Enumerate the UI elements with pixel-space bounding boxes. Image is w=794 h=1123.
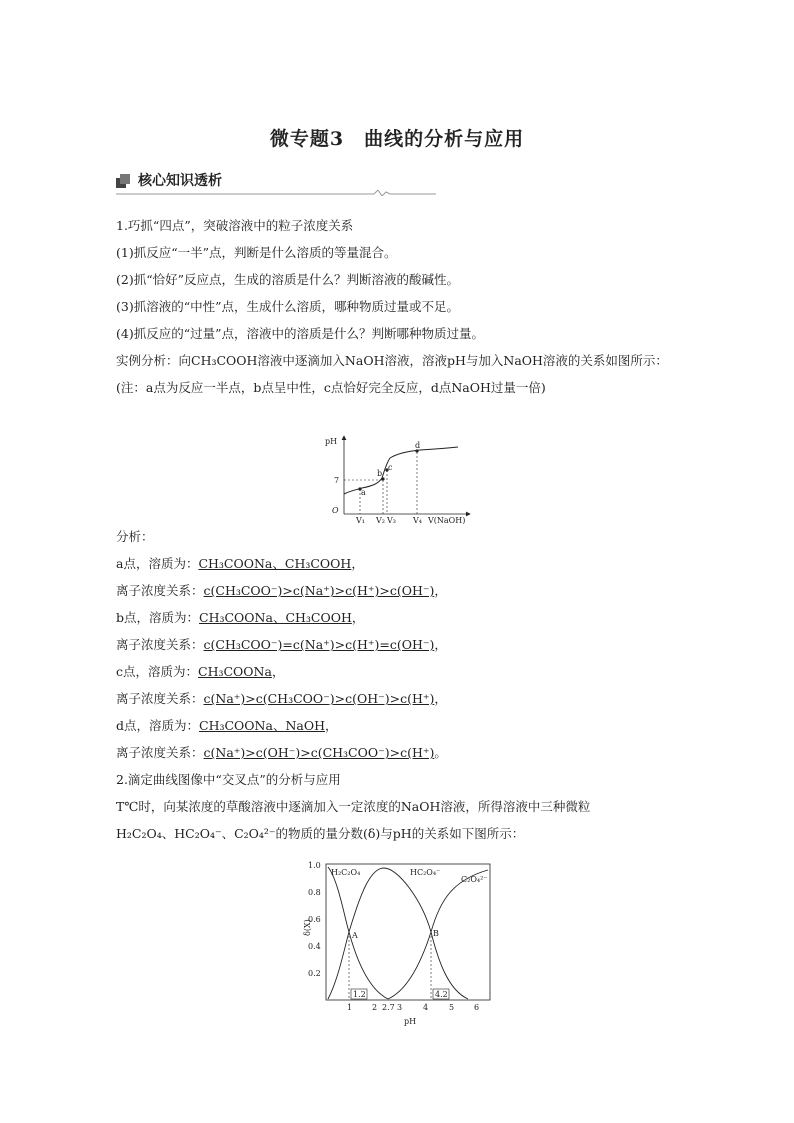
analysis-row: b点，溶质为：CH₃COONa、CH₃COOH， [116,610,365,625]
analysis-row: d点，溶质为：CH₃COONa、NaOH， [116,718,338,733]
part2-text-2: H₂C₂O₄、HC₂O₄⁻、C₂O₄²⁻的物质的量分数(δ)与pH的关系如下图所示： [116,826,525,841]
section-label: 核心知识透析 [138,173,222,189]
section-square-icon [116,174,130,188]
analysis-row: 离子浓度关系：c(CH₃COO⁻)>c(Na⁺)>c(H⁺)>c(OH⁻)， [116,583,447,598]
fig2-ylabel: δ(X) [303,919,312,936]
fig2-label-h2c2o4: H₂C₂O₄ [331,868,361,877]
analysis-row: a点，溶质为：CH₃COONa、CH₃COOH， [116,556,364,571]
fig1-xlabel: V(NaOH) [428,516,466,524]
section-divider [116,190,436,196]
part1 [116,212,676,401]
fig2-xtick-2: 2 [372,1003,378,1012]
analysis-row: 离子浓度关系：c(Na⁺)>c(OH⁻)>c(CH₃COO⁻)>c(H⁺)。 [116,745,447,760]
fig1-y7: 7 [334,476,340,485]
analysis-head: 分析： [116,529,154,544]
part1-item-2: (2)抓“恰好”反应点，生成的溶质是什么？判断溶液的酸碱性。 [116,272,459,287]
oxalic-distribution-figure [298,860,498,1030]
part1-item-4: (4)抓反应的“过量”点，溶液中的溶质是什么？判断哪种物质过量。 [116,326,484,341]
fig1-point-b: b [377,469,383,478]
fig1-tick-v1: V₁ [356,516,365,524]
part1-heading: 1.巧抓“四点”，突破溶液中的粒子浓度关系 [116,218,354,233]
fig2-ytick-4: 0.4 [308,942,321,951]
part1-item-1: (1)抓反应“一半”点，判断是什么溶质的等量混合。 [116,245,397,260]
analysis [116,523,676,847]
fig2-xtick-4: 4 [423,1003,429,1012]
fig2-xlabel: pH [404,1017,417,1026]
fig2-point-b: B [433,929,439,938]
fig1-tick-v3: V₃ [387,516,396,524]
fig2-ytick-1: 1.0 [308,861,321,870]
fig1-tick-v2: V₂ [376,516,385,524]
fig2-curve-hc2o4 [328,868,468,999]
fig2-ytick-2: 0.8 [308,888,321,897]
fig1-tick-v4: V₄ [413,516,422,524]
fig2-box-4-2-label: 4.2 [435,990,448,999]
fig1-origin: O [332,506,339,515]
fig2-box-1-2-label: 1.2 [353,990,366,999]
fig2-frame [326,864,490,1000]
fig2-xtick-5: 5 [449,1003,455,1012]
example-text: 实例分析：向CH₃COOH溶液中逐滴加入NaOH溶液，溶液pH与加入NaOH溶液的关系如图所示： [116,353,668,368]
fig2-curve-h2c2o4 [328,867,388,999]
fig1-point-a: a [361,488,366,497]
fig2-xtick-6: 6 [474,1003,480,1012]
part2-text-1: T℃时，向某浓度的草酸溶液中逐滴加入一定浓度的NaOH溶液，所得溶液中三种微粒 [116,799,591,814]
fig1-point-c: c [388,463,393,472]
fig1-point-d: d [415,441,421,450]
ph-titration-figure [320,432,480,524]
analysis-row: c点，溶质为：CH₃COONa， [116,664,285,679]
fig2-xtick-3: 3 [397,1003,403,1012]
fig1-curve [344,447,458,494]
page-title: 微专题3 曲线的分析与应用 [269,128,525,150]
analysis-row: 离子浓度关系：c(Na⁺)>c(CH₃COO⁻)>c(OH⁻)>c(H⁺)， [116,691,447,706]
part2-heading: 2.滴定曲线图像中“交叉点”的分析与应用 [116,772,341,787]
fig2-xtick-2-7: 2.7 [382,1003,395,1012]
fig1-ylabel: pH [325,437,338,446]
fig2-label-c2o4: C₂O₄²⁻ [461,875,488,884]
fig2-xtick-1: 1 [347,1003,353,1012]
fig2-label-hc2o4: HC₂O₄⁻ [410,868,441,877]
fig2-ytick-5: 0.2 [308,969,321,978]
part1-item-3: (3)抓溶液的“中性”点，生成什么溶质，哪种物质过量或不足。 [116,299,459,314]
fig2-point-a: A [352,931,358,940]
fig2-ytick-3: 0.6 [308,915,321,924]
analysis-row: 离子浓度关系：c(CH₃COO⁻)=c(Na⁺)>c(H⁺)=c(OH⁻)， [116,637,447,652]
note-text: (注：a点为反应一半点，b点呈中性，c点恰好完全反应，d点NaOH过量一倍) [116,380,546,395]
